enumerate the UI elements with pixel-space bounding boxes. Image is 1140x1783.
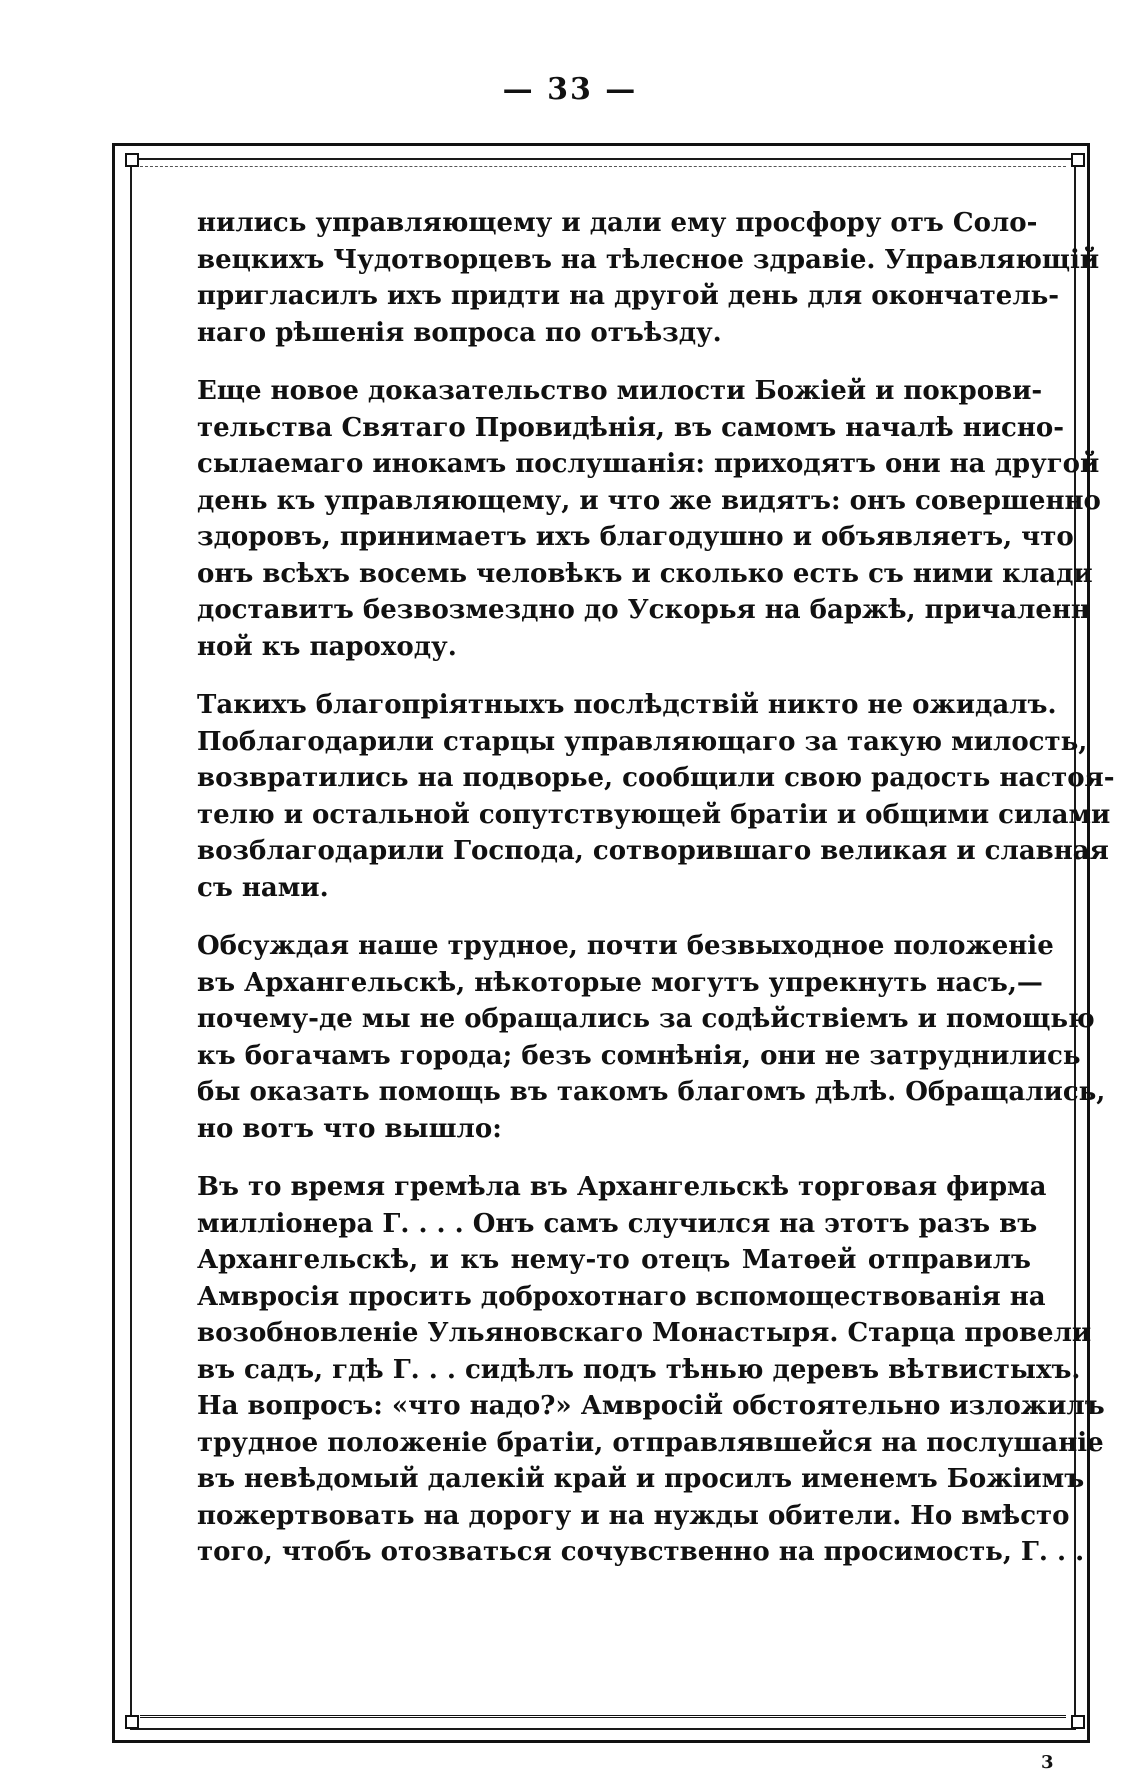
text-line: того, чтобъ отозваться сочувственно на просимость, Г. . . bbox=[197, 1537, 1085, 1567]
text-line: телю и остальной сопутствующей братіи и общими силами bbox=[197, 799, 1111, 830]
paragraph bbox=[197, 205, 1100, 351]
frame-corner-ornament bbox=[125, 153, 139, 167]
paragraph bbox=[197, 928, 1106, 1147]
paragraph bbox=[197, 373, 1101, 665]
text-line: Еще новое доказательство милости Божіей и покрови- bbox=[197, 376, 1043, 406]
text-line: На вопросъ: «что надо?» Амвросій обстоятельно изложилъ bbox=[197, 1391, 1105, 1421]
frame-rule-top bbox=[140, 166, 1066, 167]
text-line: наго рѣшенія вопроса по отъѣзду. bbox=[197, 317, 722, 348]
text-line: вецкихъ Чудотворцевъ на тѣлесное здравіе. Управляющій bbox=[197, 244, 1100, 275]
text-line: Амвросія просить доброхотнаго вспомоществованія на bbox=[197, 1281, 1046, 1312]
paragraph bbox=[197, 1169, 1105, 1571]
frame-rule-bottom bbox=[140, 1715, 1066, 1718]
text-line: здоровъ, принимаетъ ихъ благодушно и объявляетъ, что bbox=[197, 522, 1074, 552]
text-line: въ садъ, гдѣ Г. . . сидѣлъ подъ тѣнью деревъ вѣтвистыхъ. bbox=[197, 1354, 1081, 1385]
text-line: ной къ пароходу. bbox=[197, 631, 457, 662]
text-line: съ нами. bbox=[197, 872, 329, 903]
text-line: въ невѣдомый далекій край и просилъ именемъ Божіимъ bbox=[197, 1464, 1085, 1494]
frame-corner-ornament bbox=[1071, 1715, 1085, 1729]
paragraph bbox=[197, 687, 1115, 906]
text-line: пожертвовать на дорогу и на нужды обители. Но вмѣсто bbox=[197, 1500, 1070, 1531]
text-line: доставитъ безвозмездно до Ускорья на баржѣ, причаленн bbox=[197, 595, 1090, 625]
text-line: къ богачамъ города; безъ сомнѣнія, они не затруднились bbox=[197, 1040, 1081, 1071]
text-line: нились управляющему и дали ему просфору отъ Соло- bbox=[197, 208, 1038, 238]
text-line: Въ то время гремѣла въ Архангельскѣ торговая фирма bbox=[197, 1172, 1047, 1202]
text-line: трудное положеніе братіи, отправлявшейся на послушаніе bbox=[197, 1427, 1104, 1458]
page-number: — 33 — bbox=[502, 72, 638, 107]
text-line: Поблагодарили старцы управляющаго за такую милость, bbox=[197, 726, 1088, 757]
signature-mark: 3 bbox=[1041, 1752, 1054, 1773]
text-line: бы оказать помощь въ такомъ благомъ дѣлѣ. Обращались, bbox=[197, 1077, 1106, 1107]
text-line: Архангельскѣ, и къ нему-то отецъ Матѳей отправилъ bbox=[197, 1245, 1031, 1275]
text-line: онъ всѣхъ восемь человѣкъ и сколько есть съ ними клади bbox=[197, 558, 1093, 589]
frame-corner-ornament bbox=[125, 1715, 139, 1729]
text-line: пригласилъ ихъ придти на другой день для окончатель- bbox=[197, 281, 1060, 311]
text-line: возобновленіе Ульяновскаго Монастыря. Старца провели bbox=[197, 1318, 1092, 1348]
body-text bbox=[197, 205, 1115, 1593]
text-line: почему-де мы не обращались за содѣйствіемъ и помощью bbox=[197, 1004, 1095, 1034]
text-line: въ Архангельскѣ, нѣкоторые могутъ упрекнуть насъ,— bbox=[197, 967, 1043, 998]
text-line: возвратились на подворье, сообщили свою радость настоя- bbox=[197, 763, 1115, 793]
frame-corner-ornament bbox=[1071, 153, 1085, 167]
text-line: возблагодарили Господа, сотворившаго великая и славная bbox=[197, 836, 1109, 866]
text-line: милліонера Г. . . . Онъ самъ случился на этотъ разъ въ bbox=[197, 1208, 1038, 1239]
text-line: Обсуждая наше трудное, почти безвыходное положеніе bbox=[197, 931, 1054, 961]
text-line: тельства Святаго Провидѣнія, въ самомъ началѣ нисно- bbox=[197, 412, 1065, 443]
text-line: день къ управляющему, и что же видятъ: онъ совершенно bbox=[197, 485, 1101, 516]
text-line: сылаемаго инокамъ послушанія: приходятъ они на другой bbox=[197, 449, 1100, 479]
text-line: Такихъ благопріятныхъ послѣдствій никто не ожидалъ. bbox=[197, 690, 1057, 720]
text-line: но вотъ что вышло: bbox=[197, 1113, 502, 1144]
